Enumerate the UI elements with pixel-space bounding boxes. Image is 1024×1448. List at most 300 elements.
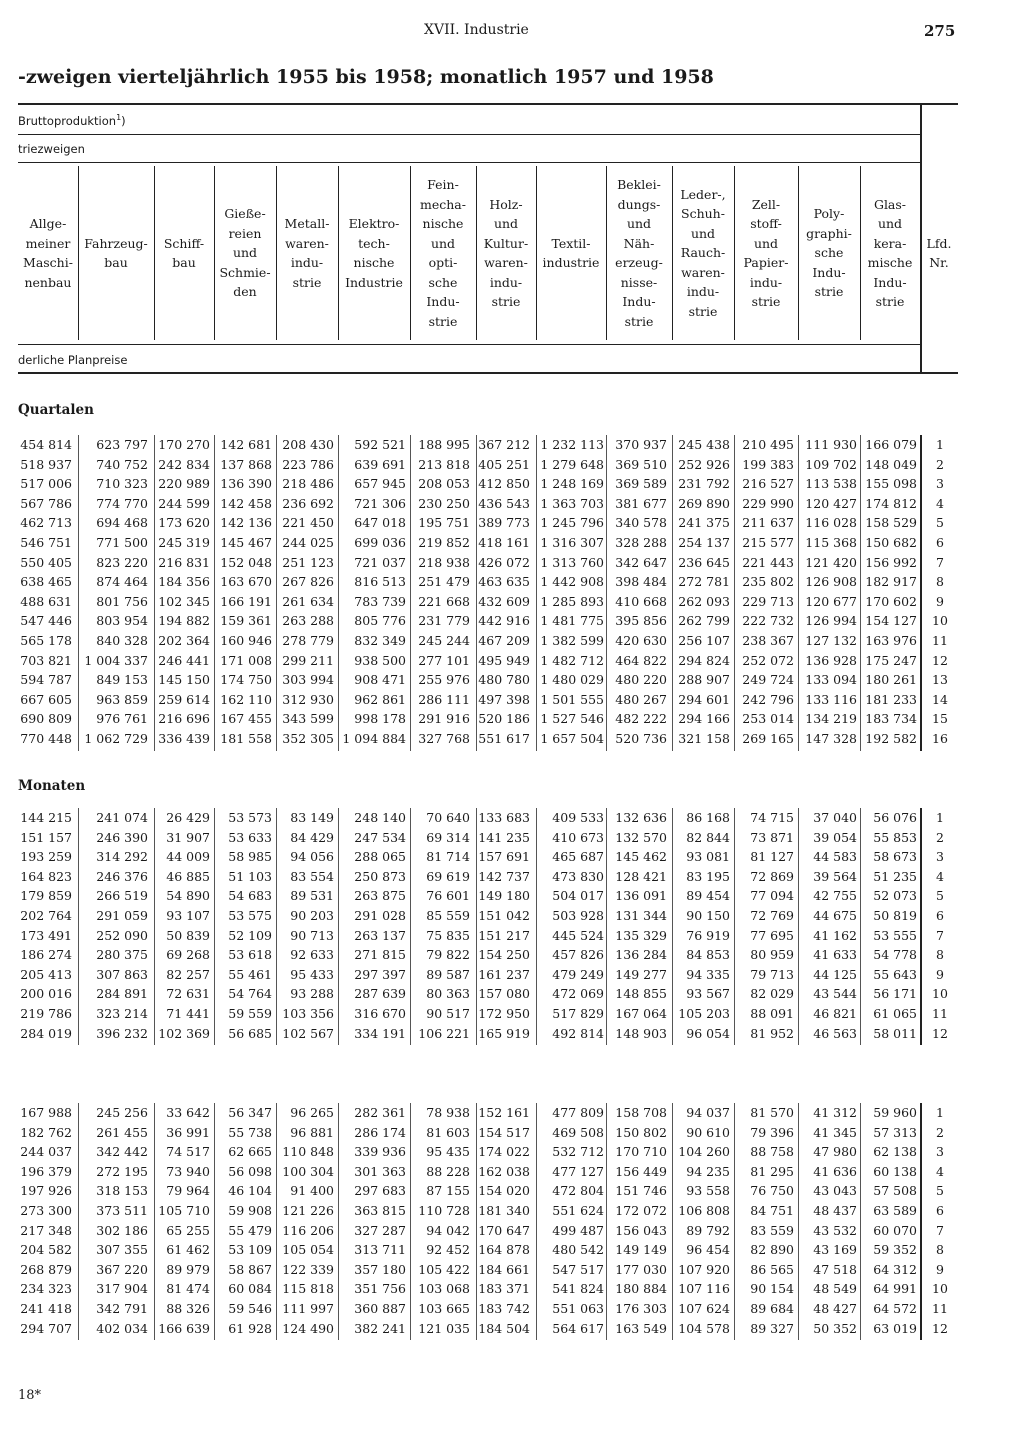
column-header-label: Gieße- reien und Schmie- den	[219, 206, 271, 300]
row-number: 6	[936, 535, 944, 550]
table-cell: 803 954	[96, 613, 148, 629]
table-cell: 520 186	[478, 711, 530, 727]
table-cell: 53 555	[873, 927, 917, 943]
table-cell: 497 398	[478, 691, 530, 707]
table-cell: 245 438	[678, 437, 730, 452]
table-cell: 410 673	[552, 829, 604, 845]
table-cell: 150 682	[865, 535, 917, 550]
row-number: 12	[932, 652, 948, 668]
table-cell: 184 504	[478, 1320, 530, 1336]
table-cell: 151 042	[478, 908, 530, 923]
table-cell: 102 369	[158, 1025, 210, 1041]
table-cell: 145 150	[158, 672, 210, 688]
table-cell: 287 639	[354, 986, 406, 1002]
table-cell: 266 519	[96, 888, 148, 904]
table-cell: 33 642	[166, 1105, 210, 1120]
table-cell: 164 823	[20, 868, 72, 884]
table-cell: 216 696	[158, 711, 210, 727]
row-number: 6	[936, 1203, 944, 1218]
table-cell: 91 400	[290, 1183, 334, 1199]
table-cell: 92 633	[290, 947, 334, 963]
row-number: 9	[936, 593, 944, 609]
table-cell: 53 109	[228, 1242, 272, 1258]
table-cell: 82 844	[686, 829, 730, 845]
table-cell: 80 959	[750, 947, 794, 963]
table-cell: 291 028	[354, 908, 406, 923]
table-cell: 251 123	[282, 554, 334, 570]
table-cell: 182 917	[865, 574, 917, 590]
table-cell: 284 019	[20, 1025, 72, 1041]
table-cell: 154 127	[865, 613, 917, 629]
table-cell: 480 267	[615, 691, 667, 707]
row-number: 12	[932, 1320, 948, 1336]
column-header-label: Lfd. Nr.	[926, 235, 952, 270]
table-cell: 263 875	[354, 888, 406, 904]
table-cell: 551 624	[552, 1203, 604, 1218]
table-cell: 223 786	[282, 456, 334, 472]
column-header	[920, 166, 958, 340]
table-cell: 61 462	[166, 1242, 210, 1258]
table-cell: 998 178	[354, 711, 406, 727]
subgroup-rule	[18, 162, 920, 163]
table-cell: 158 529	[865, 515, 917, 531]
table-cell: 220 989	[158, 476, 210, 492]
table-cell: 79 396	[750, 1124, 794, 1140]
table-cell: 244 599	[158, 495, 210, 511]
table-cell: 976 761	[96, 711, 148, 727]
page-number: 275	[924, 22, 956, 40]
table-cell: 151 217	[478, 927, 530, 943]
table-cell: 301 363	[354, 1163, 406, 1179]
table-cell: 186 274	[20, 947, 72, 963]
table-cell: 167 455	[220, 711, 272, 727]
table-cell: 218 938	[418, 554, 470, 570]
table-cell: 520 736	[615, 731, 667, 746]
table-cell: 462 713	[20, 515, 72, 531]
table-cell: 272 195	[96, 1163, 148, 1179]
table-cell: 193 259	[20, 849, 72, 865]
table-cell: 412 850	[478, 476, 530, 492]
table-cell: 288 065	[354, 849, 406, 865]
table-cell: 327 287	[354, 1222, 406, 1238]
table-cell: 172 072	[615, 1203, 667, 1218]
table-cell: 541 824	[552, 1281, 604, 1297]
table-cell: 518 937	[20, 456, 72, 472]
table-cell: 77 695	[750, 927, 794, 943]
table-cell: 482 222	[615, 711, 667, 727]
table-cell: 104 578	[678, 1320, 730, 1336]
table-cell: 157 080	[478, 986, 530, 1002]
table-cell: 166 191	[220, 593, 272, 609]
table-cell: 328 288	[615, 535, 667, 550]
table-cell: 82 029	[750, 986, 794, 1002]
table-cell: 141 235	[478, 829, 530, 845]
table-cell: 85 559	[426, 908, 470, 923]
table-cell: 269 165	[742, 731, 794, 746]
table-cell: 623 797	[96, 437, 148, 452]
row-number: 8	[936, 574, 944, 590]
column-header-label: Glas- und kera- mische Indu- strie	[867, 196, 913, 309]
table-cell: 94 235	[686, 1163, 730, 1179]
table-cell: 360 887	[354, 1301, 406, 1316]
column-header	[476, 166, 536, 340]
table-cell: 54 778	[873, 947, 917, 963]
table-cell: 252 072	[742, 652, 794, 668]
running-head: XVII. Industrie	[424, 22, 529, 38]
column-header	[536, 166, 606, 340]
table-cell: 105 203	[678, 1006, 730, 1021]
table-cell: 26 429	[166, 810, 210, 825]
table-cell: 103 665	[418, 1301, 470, 1316]
table-cell: 170 647	[478, 1222, 530, 1238]
table-cell: 480 220	[615, 672, 667, 688]
table-cell: 639 691	[354, 456, 406, 472]
table-cell: 823 220	[96, 554, 148, 570]
row-number: 11	[932, 633, 948, 648]
table-cell: 367 212	[478, 437, 530, 452]
row-number: 10	[932, 613, 948, 629]
table-cell: 307 355	[96, 1242, 148, 1258]
table-cell: 93 107	[166, 908, 210, 923]
table-cell: 41 633	[813, 947, 857, 963]
table-cell: 294 707	[20, 1320, 72, 1336]
table-cell: 90 203	[290, 908, 334, 923]
table-cell: 174 022	[478, 1144, 530, 1160]
table-cell: 54 764	[228, 986, 272, 1002]
table-cell: 105 710	[158, 1203, 210, 1218]
table-cell: 369 510	[615, 456, 667, 472]
table-cell: 242 796	[742, 691, 794, 707]
table-cell: 58 011	[873, 1025, 917, 1041]
table-cell: 246 441	[158, 652, 210, 668]
table-cell: 547 446	[20, 613, 72, 629]
table-cell: 774 770	[96, 495, 148, 511]
table-cell: 1 316 307	[540, 535, 604, 550]
row-number: 9	[936, 1261, 944, 1277]
table-cell: 454 814	[20, 437, 72, 452]
table-cell: 238 367	[742, 633, 794, 648]
table-cell: 1 248 169	[540, 476, 604, 492]
table-cell: 80 363	[426, 986, 470, 1002]
table-cell: 90 713	[290, 927, 334, 943]
table-cell: 131 344	[615, 908, 667, 923]
table-cell: 128 421	[615, 868, 667, 884]
table-cell: 88 326	[166, 1301, 210, 1316]
table-cell: 445 524	[552, 927, 604, 943]
table-cell: 53 573	[228, 810, 272, 825]
row-number: 10	[932, 1281, 948, 1297]
column-header-label: Beklei- dungs- und Näh- erzeug- nisse- Indu- strie	[615, 177, 663, 329]
table-cell: 231 792	[678, 476, 730, 492]
table-cell: 76 601	[426, 888, 470, 904]
table-cell: 81 570	[750, 1105, 794, 1120]
table-cell: 84 853	[686, 947, 730, 963]
table-cell: 165 919	[478, 1025, 530, 1041]
table-cell: 499 487	[552, 1222, 604, 1238]
column-header	[410, 166, 476, 340]
table-cell: 52 073	[873, 888, 917, 904]
table-cell: 245 244	[418, 633, 470, 648]
table-cell: 313 711	[354, 1242, 406, 1258]
table-cell: 457 826	[552, 947, 604, 963]
table-cell: 647 018	[354, 515, 406, 531]
table-cell: 149 149	[615, 1242, 667, 1258]
table-cell: 699 036	[354, 535, 406, 550]
table-cell: 60 070	[873, 1222, 917, 1238]
table-cell: 229 713	[742, 593, 794, 609]
table-cell: 89 454	[686, 888, 730, 904]
table-cell: 249 724	[742, 672, 794, 688]
table-cell: 87 155	[426, 1183, 470, 1199]
table-cell: 221 443	[742, 554, 794, 570]
table-cell: 95 435	[426, 1144, 470, 1160]
table-cell: 280 375	[96, 947, 148, 963]
table-cell: 294 824	[678, 652, 730, 668]
table-cell: 261 634	[282, 593, 334, 609]
table-cell: 173 491	[20, 927, 72, 943]
table-cell: 339 936	[354, 1144, 406, 1160]
table-cell: 546 751	[20, 535, 72, 550]
table-cell: 551 063	[552, 1301, 604, 1316]
table-cell: 302 186	[96, 1222, 148, 1238]
column-header	[672, 166, 734, 340]
table-cell: 172 950	[478, 1006, 530, 1021]
price-basis-rule	[18, 344, 920, 345]
table-cell: 46 104	[228, 1183, 272, 1199]
table-cell: 157 691	[478, 849, 530, 865]
table-cell: 801 756	[96, 593, 148, 609]
table-cell: 259 614	[158, 691, 210, 707]
table-cell: 132 636	[615, 810, 667, 825]
table-cell: 93 288	[290, 986, 334, 1002]
table-cell: 120 677	[805, 593, 857, 609]
table-cell: 93 558	[686, 1183, 730, 1199]
table-cell: 111 997	[282, 1301, 334, 1316]
table-cell: 398 484	[615, 574, 667, 590]
column-header	[154, 166, 214, 340]
table-cell: 277 101	[418, 652, 470, 668]
table-cell: 314 292	[96, 849, 148, 865]
table-cell: 241 375	[678, 515, 730, 531]
table-cell: 1 527 546	[540, 711, 604, 727]
table-cell: 154 020	[478, 1183, 530, 1199]
table-cell: 121 035	[418, 1320, 470, 1336]
table-cell: 299 211	[282, 652, 334, 668]
table-cell: 44 583	[813, 849, 857, 865]
table-cell: 163 549	[615, 1320, 667, 1336]
table-cell: 51 103	[228, 868, 272, 884]
table-cell: 176 303	[615, 1301, 667, 1316]
row-number: 4	[936, 1163, 944, 1179]
table-cell: 69 314	[426, 829, 470, 845]
table-cell: 288 907	[678, 672, 730, 688]
table-cell: 60 138	[873, 1163, 917, 1179]
table-cell: 216 831	[158, 554, 210, 570]
table-cell: 96 054	[686, 1025, 730, 1041]
table-cell: 54 683	[228, 888, 272, 904]
table-cell: 164 878	[478, 1242, 530, 1258]
table-cell: 694 468	[96, 515, 148, 531]
table-cell: 1 657 504	[540, 731, 604, 746]
table-cell: 46 885	[166, 868, 210, 884]
table-cell: 874 464	[96, 574, 148, 590]
column-header-label: Leder-, Schuh- und Rauch- waren- indu- strie	[680, 186, 726, 319]
table-cell: 58 673	[873, 849, 917, 865]
table-cell: 317 904	[96, 1281, 148, 1297]
table-cell: 263 137	[354, 927, 406, 943]
table-cell: 50 839	[166, 927, 210, 943]
row-number: 4	[936, 495, 944, 511]
table-cell: 254 137	[678, 535, 730, 550]
table-cell: 710 323	[96, 476, 148, 492]
table-cell: 248 140	[354, 810, 406, 825]
table-cell: 142 681	[220, 437, 272, 452]
table-cell: 102 345	[158, 593, 210, 609]
table-cell: 156 449	[615, 1163, 667, 1179]
table-cell: 1 279 648	[540, 456, 604, 472]
table-cell: 908 471	[354, 672, 406, 688]
table-cell: 81 714	[426, 849, 470, 865]
table-cell: 109 702	[805, 456, 857, 472]
table-cell: 86 168	[686, 810, 730, 825]
table-cell: 52 109	[228, 927, 272, 943]
table-cell: 316 670	[354, 1006, 406, 1021]
table-cell: 151 746	[615, 1183, 667, 1199]
table-cell: 286 111	[418, 691, 470, 707]
table-cell: 81 474	[166, 1281, 210, 1297]
table-cell: 89 327	[750, 1320, 794, 1336]
table-cell: 721 037	[354, 554, 406, 570]
row-number: 13	[932, 672, 948, 688]
table-cell: 90 517	[426, 1006, 470, 1021]
table-cell: 155 098	[865, 476, 917, 492]
table-cell: 342 791	[96, 1301, 148, 1316]
row-number: 12	[932, 1025, 948, 1041]
column-header-label: Fein- mecha- nische und opti- sche Indu- strie	[420, 177, 466, 329]
table-cell: 342 647	[615, 554, 667, 570]
table-cell: 47 518	[813, 1261, 857, 1277]
table-cell: 74 715	[750, 810, 794, 825]
table-cell: 245 319	[158, 535, 210, 550]
table-cell: 175 247	[865, 652, 917, 668]
table-cell: 110 848	[282, 1144, 334, 1160]
table-cell: 59 352	[873, 1242, 917, 1258]
table-cell: 79 713	[750, 966, 794, 982]
row-number: 1	[936, 437, 944, 452]
table-cell: 336 439	[158, 731, 210, 746]
table-cell: 81 295	[750, 1163, 794, 1179]
row-number: 7	[936, 1222, 944, 1238]
table-cell: 92 452	[426, 1242, 470, 1258]
table-cell: 312 930	[282, 691, 334, 707]
table-cell: 61 065	[873, 1006, 917, 1021]
table-cell: 121 226	[282, 1203, 334, 1218]
table-cell: 137 868	[220, 456, 272, 472]
table-cell: 93 081	[686, 849, 730, 865]
table-cell: 426 072	[478, 554, 530, 570]
table-cell: 216 527	[742, 476, 794, 492]
table-cell: 418 161	[478, 535, 530, 550]
table-cell: 244 037	[20, 1144, 72, 1160]
table-cell: 106 808	[678, 1203, 730, 1218]
table-cell: 432 609	[478, 593, 530, 609]
table-cell: 334 191	[354, 1025, 406, 1041]
table-cell: 367 220	[96, 1261, 148, 1277]
table-cell: 162 038	[478, 1163, 530, 1179]
table-cell: 234 323	[20, 1281, 72, 1297]
table-cell: 88 091	[750, 1006, 794, 1021]
group-label: Bruttoproduktion$^1$)	[18, 113, 126, 128]
table-cell: 127 132	[805, 633, 857, 648]
table-cell: 105 422	[418, 1261, 470, 1277]
table-cell: 73 940	[166, 1163, 210, 1179]
table-cell: 567 786	[20, 495, 72, 511]
table-cell: 81 603	[426, 1124, 470, 1140]
table-cell: 151 157	[20, 829, 72, 845]
table-cell: 147 328	[805, 731, 857, 746]
table-cell: 126 994	[805, 613, 857, 629]
table-cell: 1 501 555	[540, 691, 604, 707]
table-cell: 61 928	[228, 1320, 272, 1336]
table-cell: 50 819	[873, 908, 917, 923]
table-cell: 327 768	[418, 731, 470, 746]
table-cell: 82 257	[166, 966, 210, 982]
table-cell: 294 601	[678, 691, 730, 707]
table-cell: 84 751	[750, 1203, 794, 1218]
table-cell: 96 454	[686, 1242, 730, 1258]
table-cell: 39 054	[813, 829, 857, 845]
table-cell: 182 762	[20, 1124, 72, 1140]
table-cell: 253 014	[742, 711, 794, 727]
table-cell: 107 920	[678, 1261, 730, 1277]
table-cell: 47 980	[813, 1144, 857, 1160]
table-cell: 69 619	[426, 868, 470, 884]
table-cell: 532 712	[552, 1144, 604, 1160]
table-cell: 1 382 599	[540, 633, 604, 648]
table-cell: 284 891	[96, 986, 148, 1002]
table-cell: 105 054	[282, 1242, 334, 1258]
table-cell: 83 149	[290, 810, 334, 825]
table-cell: 90 150	[686, 908, 730, 923]
table-cell: 592 521	[354, 437, 406, 452]
table-cell: 113 538	[805, 476, 857, 492]
table-cell: 177 030	[615, 1261, 667, 1277]
column-header-label: Allge- meiner Maschi- nenbau	[23, 216, 73, 290]
table-cell: 181 558	[220, 731, 272, 746]
table-cell: 56 098	[228, 1163, 272, 1179]
table-cell: 48 427	[813, 1301, 857, 1316]
column-header	[798, 166, 860, 340]
column-header-label: Textil- industrie	[542, 235, 600, 270]
column-header	[214, 166, 276, 340]
column-header-label: Poly- graphi- sche Indu- strie	[806, 206, 852, 300]
table-cell: 145 467	[220, 535, 272, 550]
table-cell: 551 617	[478, 731, 530, 746]
table-cell: 83 554	[290, 868, 334, 884]
table-cell: 89 531	[290, 888, 334, 904]
table-cell: 472 804	[552, 1183, 604, 1199]
table-cell: 94 056	[290, 849, 334, 865]
table-cell: 197 926	[20, 1183, 72, 1199]
table-cell: 77 094	[750, 888, 794, 904]
table-cell: 135 329	[615, 927, 667, 943]
table-cell: 152 048	[220, 554, 272, 570]
table-cell: 142 737	[478, 868, 530, 884]
table-cell: 150 802	[615, 1124, 667, 1140]
table-cell: 303 994	[282, 672, 334, 688]
table-cell: 89 979	[166, 1261, 210, 1277]
table-cell: 208 053	[418, 476, 470, 492]
